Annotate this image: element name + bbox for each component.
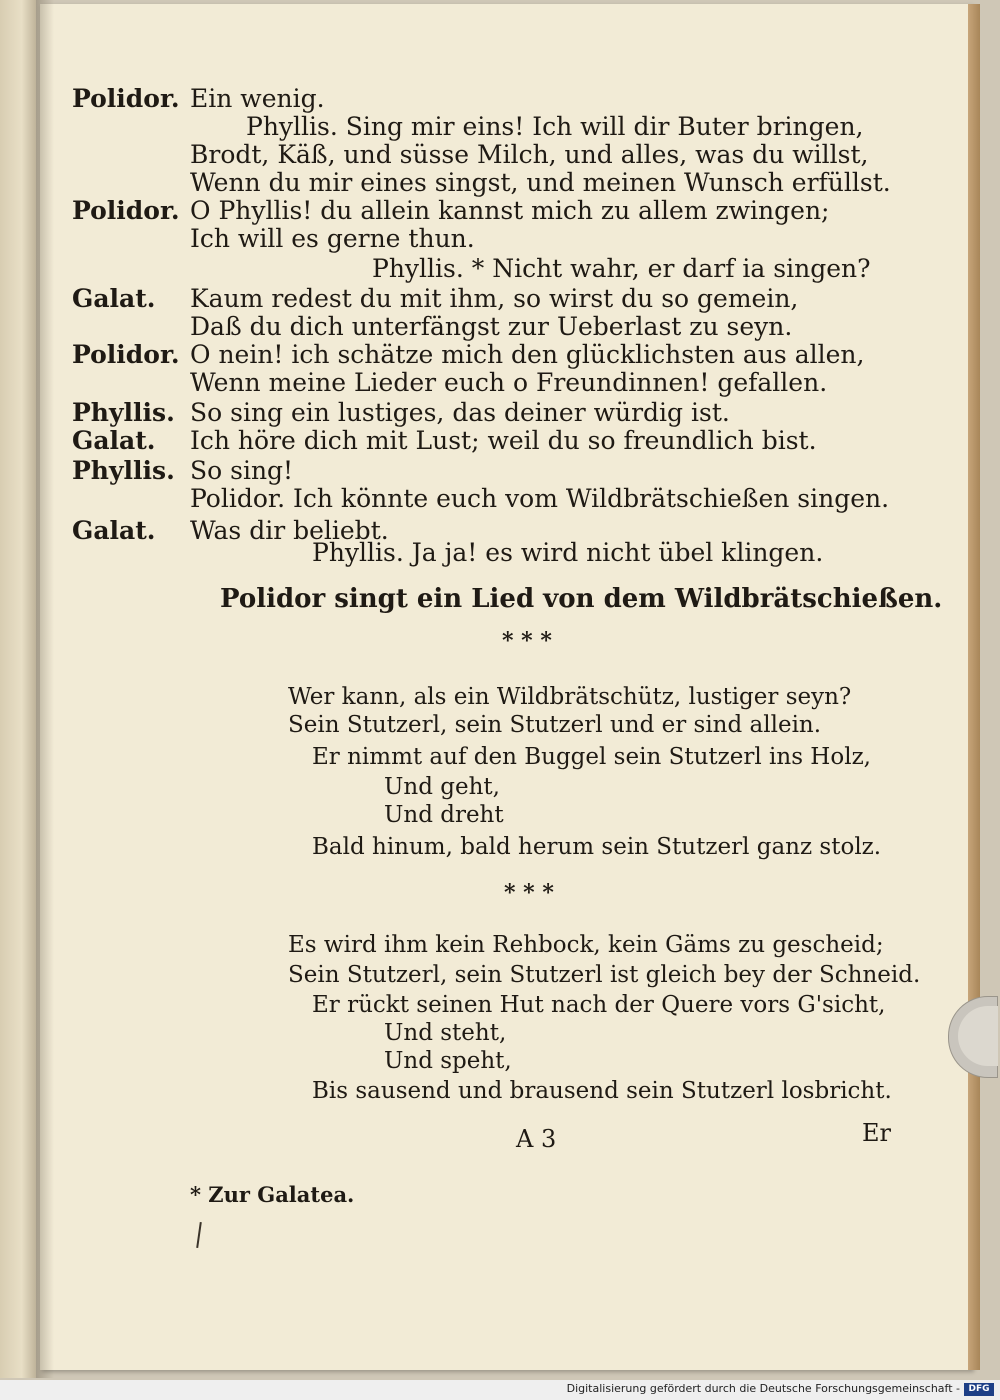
dfg-logo: DFG <box>964 1383 994 1396</box>
signature-mark: A 3 <box>516 1125 557 1153</box>
speaker-label: Polidor. <box>72 340 180 369</box>
footnote: * Zur Galatea. <box>190 1182 355 1207</box>
dialogue-line: Phyllis. * Nicht wahr, er darf ia singen? <box>372 254 871 283</box>
stanza-line: Bis sausend und brausend sein Stutzerl losbricht. <box>312 1078 892 1104</box>
dialogue-line: Wenn du mir eines singst, und meinen Wunsch erfüllst. <box>190 168 891 197</box>
stanza-line: Und speht, <box>384 1048 512 1074</box>
stanza-line: Wer kann, als ein Wildbrätschütz, lustiger seyn? <box>288 684 852 710</box>
stanza-line: Sein Stutzerl, sein Stutzerl ist gleich bey der Schneid. <box>288 962 921 988</box>
stanza-line: Sein Stutzerl, sein Stutzerl und er sind allein. <box>288 712 822 738</box>
stanza-ornament: * * * <box>504 880 554 906</box>
dialogue-line: So sing ein lustiges, das deiner würdig ist. <box>190 398 730 427</box>
speaker-label: Galat. <box>72 426 156 455</box>
catchword: Er <box>862 1119 891 1147</box>
dialogue-line: Polidor. Ich könnte euch vom Wildbrätschießen singen. <box>190 484 890 513</box>
dialogue-line: Phyllis. Sing mir eins! Ich will dir Buter bringen, <box>246 112 864 141</box>
dialogue-line: O nein! ich schätze mich den glücklichsten aus allen, <box>190 340 865 369</box>
speaker-label: Galat. <box>72 284 156 313</box>
stanza-line: Bald hinum, bald herum sein Stutzerl ganz stolz. <box>312 834 882 860</box>
dialogue-line: O Phyllis! du allein kannst mich zu allem zwingen; <box>190 196 830 225</box>
dialogue-line: Daß du dich unterfängst zur Ueberlast zu seyn. <box>190 312 793 341</box>
dialogue-line: Kaum redest du mit ihm, so wirst du so gemein, <box>190 284 799 313</box>
dialogue-line: Brodt, Käß, und süsse Milch, und alles, was du willst, <box>190 140 869 169</box>
stanza-ornament: * * * <box>502 628 552 654</box>
stanza-line: Und dreht <box>384 802 504 828</box>
dialogue-line: So sing! <box>190 456 294 485</box>
stanza-line: Er nimmt auf den Buggel sein Stutzerl ins Holz, <box>312 744 871 770</box>
facing-page-edge <box>0 0 36 1378</box>
stanza-line: Und geht, <box>384 774 500 800</box>
dialogue-line: Phyllis. Ja ja! es wird nicht übel klingen. <box>312 538 824 567</box>
stanza-line: Er rückt seinen Hut nach der Quere vors G'sicht, <box>312 992 886 1018</box>
dialogue-line: Ich höre dich mit Lust; weil du so freundlich bist. <box>190 426 817 455</box>
footer-credit: Digitalisierung gefördert durch die Deutsche Forschungsgemeinschaft - <box>566 1382 960 1395</box>
song-heading: Polidor singt ein Lied von dem Wildbrätschießen. <box>220 584 943 614</box>
speaker-label: Phyllis. <box>72 456 175 485</box>
dialogue-line: Ein wenig. <box>190 84 325 113</box>
gutter-shadow <box>36 0 54 1378</box>
stanza-line: Es wird ihm kein Rehbock, kein Gäms zu gescheid; <box>288 932 884 958</box>
dialogue-line: Was dir beliebt. <box>190 516 389 545</box>
dialogue-line: Wenn meine Lieder euch o Freundinnen! gefallen. <box>190 368 828 397</box>
speaker-label: Galat. <box>72 516 156 545</box>
page-fore-edge <box>968 4 980 1370</box>
speaker-label: Polidor. <box>72 84 180 113</box>
speaker-label: Polidor. <box>72 196 180 225</box>
dialogue-line: Ich will es gerne thun. <box>190 224 475 253</box>
speaker-label: Phyllis. <box>72 398 175 427</box>
stanza-line: Und steht, <box>384 1020 507 1046</box>
